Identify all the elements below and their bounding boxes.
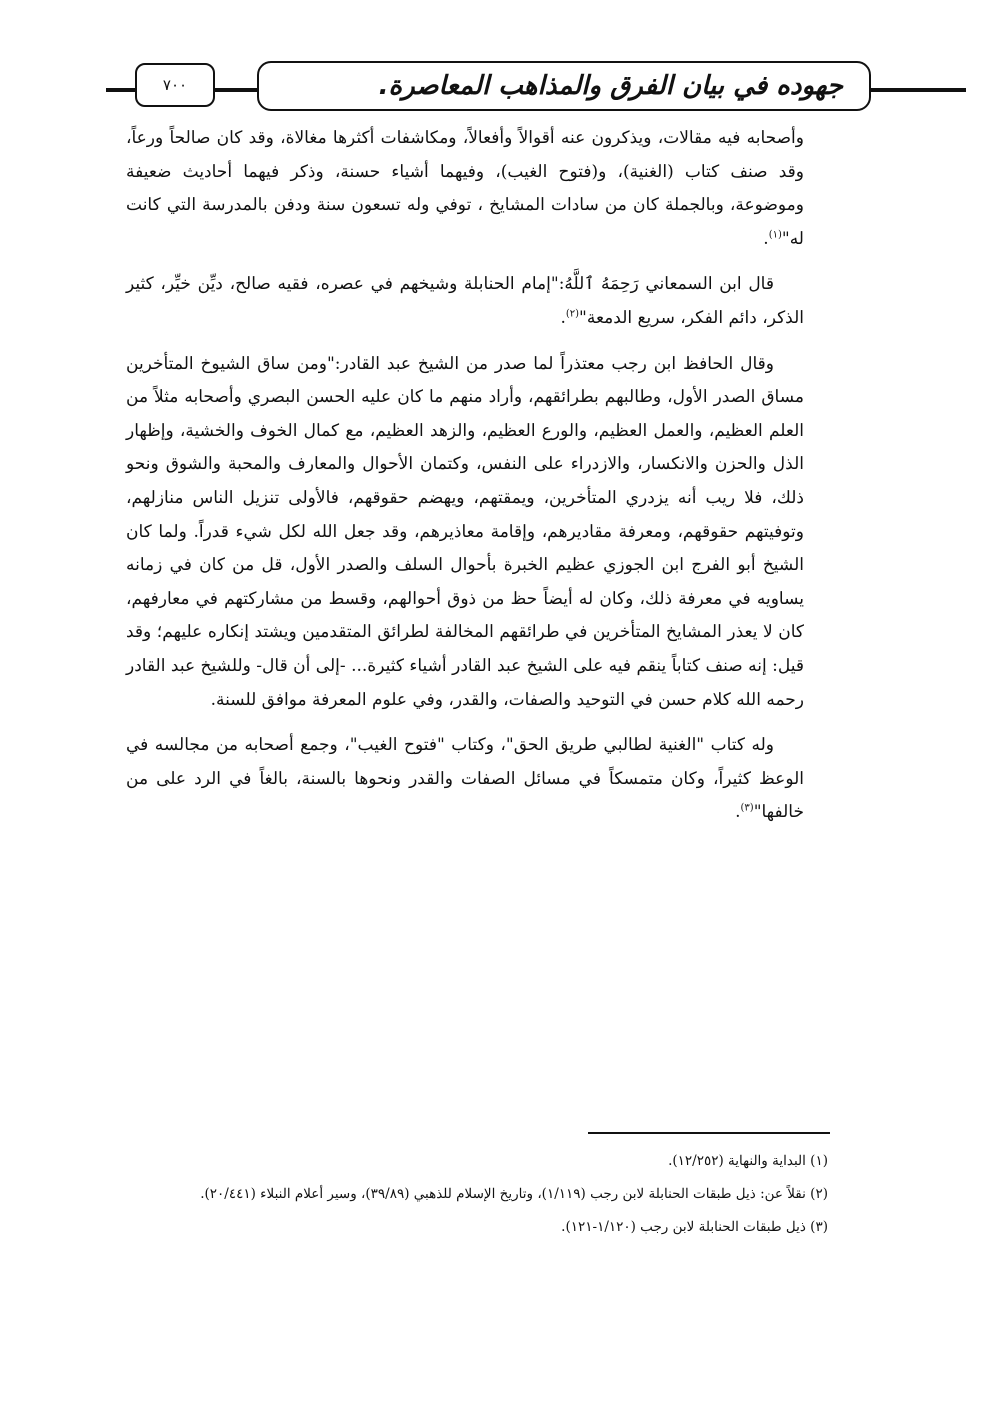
- footnote: (١) البداية والنهاية (١٢/٢٥٢).: [668, 1153, 828, 1169]
- footnote: (٢) نقلاً عن: ذيل طبقات الحنابلة لابن رجب (١/١١٩)، وتاريخ الإسلام للذهبي (٣٩/٨٩)، وسير أعلام النبلاء (٢٠/٤٤١).: [200, 1186, 828, 1202]
- paragraph-text: قال ابن السمعاني رَحِمَهُ ٱللَّهُ:"إمام الحنابلة وشيخهم في عصره، فقيه صالح، ديِّن خيِّر، كثير الذكر، دائم الفكر، سريع الدمعة": [126, 274, 804, 328]
- footnote-marker: (١): [768, 229, 782, 241]
- running-header-title: جهوده في بيان الفرق والمذاهب المعاصرة.: [378, 71, 843, 101]
- paragraph: وأصحابه فيه مقالات، ويذكرون عنه أقوالاً وأفعالاً، ومكاشفات أكثرها مغالاة، وقد كان صالحاً ورعاً، وقد صنف كتاب (الغنية)، و(فتوح الغيب)، وفيهما أشياء حسنة، وذكر فيهما أحاديث ضعيفة وموضوعة، وبالجملة كان من سادات المشايخ ، توفي وله تسعون سنة ودفن بالمدرسة التي كانت له"$^{(١)}$.: [126, 128, 804, 249]
- running-header-box: [257, 61, 871, 111]
- paragraph-text: وقال الحافظ ابن رجب معتذراً لما صدر من الشيخ عبد القادر:"ومن ساق الشيوخ المتأخرين مساق الصدر الأول، وطالبهم بطرائقهم، وأراد منهم ما كان عليه الحسن البصري وأصحابه مثلاً من العلم العظيم، والعمل العظيم، والورع العظيم، والزهد العظيم، مع كمال الخوف والخشية، وإظهار الذل والحزن والانكسار، والازدراء على النفس، وكتمان الأحوال والمعارف والمحبة والشوق ونحو ذلك، فلا ريب أنه يزدري المتأخرين، ويمقتهم، ويهضم حقوقهم، فالأولى تنزيل الناس منازلهم، وتوفيتهم حقوقهم، ومعرفة مقاديرهم، وإقامة معاذيرهم، وقد جعل الله لكل شيء قدراً. ولما كان الشيخ أبو الفرج ابن الجوزي عظيم الخبرة بأحوال السلف والصدر الأول، قل من كان في زمانه يساويه في معرفة ذلك، وكان له أيضاً حظ من ذوق أحوالهم، وقسط من مشاركتهم في معارفهم، كان لا يعذر المشايخ المتأخرين في طرائقهم المخالفة لطرائق المتقدمين ويشتد إنكاره عليهم؛ وقد قيل: إنه صنف كتاباً ينقم فيه على الشيخ عبد القادر أشياء كثيرة... -إلى أن قال- وللشيخ عبد القادر رحمه الله كلام حسن في التوحيد والصفات، والقدر، وفي علوم المعرفة موافق للسنة.: [126, 353, 804, 710]
- footnotes: [108, 1148, 828, 1247]
- page-number: ٧٠٠: [162, 76, 188, 94]
- footnote-marker: (٢): [565, 308, 580, 320]
- paragraph: [126, 348, 804, 718]
- footnote-marker: (٣): [740, 802, 754, 814]
- paragraph-text: وأصحابه فيه مقالات، ويذكرون عنه أقوالاً وأفعالاً، ومكاشفات أكثرها مغالاة، وقد كان صالحاً ورعاً، وقد صنف كتاب (الغنية)، و(فتوح الغيب)، وفيهما أشياء حسنة، وذكر فيهما أحاديث ضعيفة وموضوعة، وبالجملة كان من سادات المشايخ ، توفي وله تسعون سنة ودفن بالمدرسة التي كانت له": [126, 128, 804, 249]
- footnote-separator: [588, 1132, 830, 1134]
- paragraph: قال ابن السمعاني رَحِمَهُ ٱللَّهُ:"إمام الحنابلة وشيخهم في عصره، فقيه صالح، ديِّن خيِّر، كثير الذكر، دائم الفكر، سريع الدمعة"$^{(٢)}$.: [126, 274, 804, 328]
- main-text: [126, 122, 804, 842]
- paragraph: وله كتاب "الغنية لطالبي طريق الحق"، وكتاب "فتوح الغيب"، وجمع أصحابه من مجالسه في الوعظ كثيراً، وكان متمسكاً في مسائل الصفات والقدر ونحوها بالسنة، بالغاً في الرد على من خالفها"$^{(٣)}$.: [126, 735, 804, 823]
- footnote: (٣) ذيل طبقات الحنابلة لابن رجب (١/١٢٠-١٢١).: [561, 1219, 828, 1235]
- page-number-box: [135, 63, 215, 107]
- paragraph-text: وله كتاب "الغنية لطالبي طريق الحق"، وكتاب "فتوح الغيب"، وجمع أصحابه من مجالسه في الوعظ كثيراً، وكان متمسكاً في مسائل الصفات والقدر ونحوها بالسنة، بالغاً في الرد على من خالفها": [126, 735, 804, 823]
